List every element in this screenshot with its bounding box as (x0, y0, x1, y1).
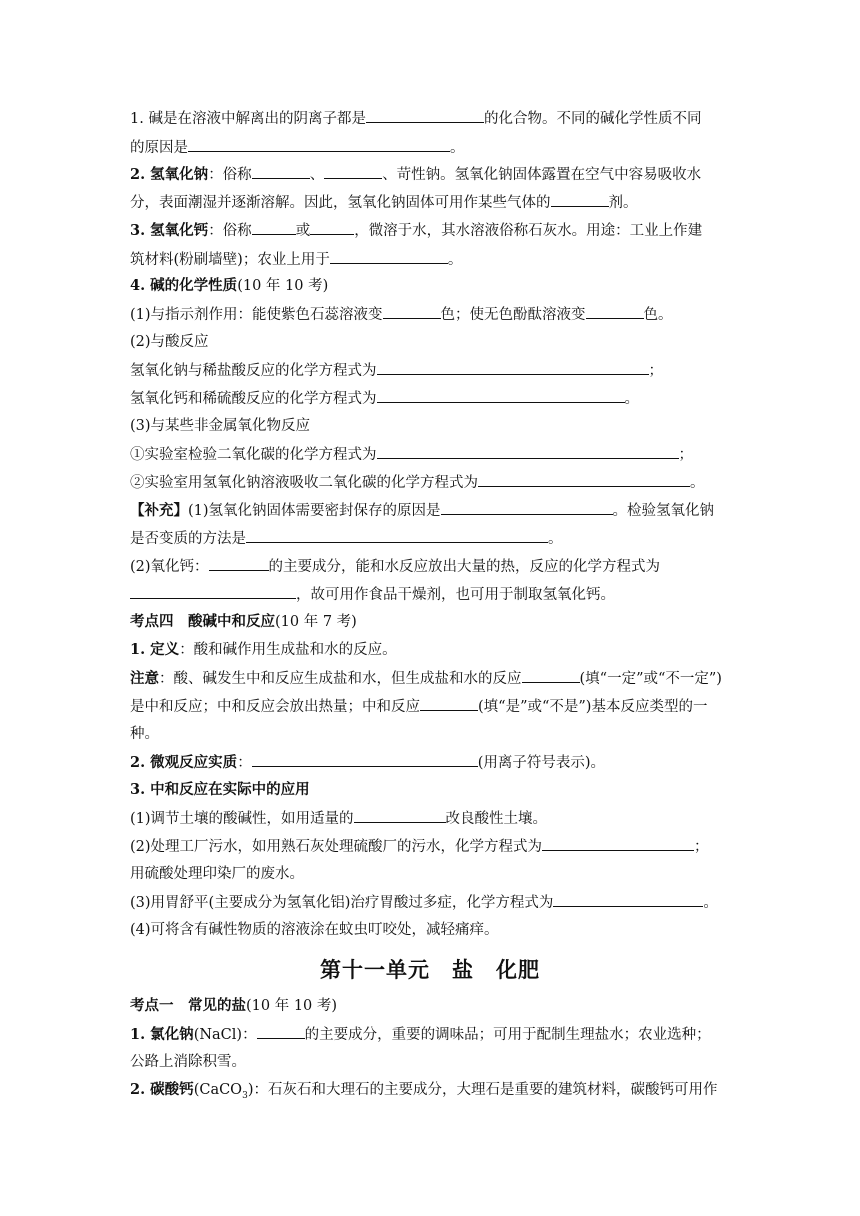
text-segment: (用离子符号表示)。 (477, 755, 606, 771)
text-segment: 。 (548, 531, 563, 547)
text-segment: ：俗称 (208, 223, 252, 239)
text-line (130, 220, 730, 241)
item-heading: 3. 氢氧化钙 (130, 222, 209, 239)
text-segment: ，微溶于水，其水溶液俗称石灰水。用途：工业上作建 (354, 223, 703, 239)
fill-blank (542, 836, 694, 851)
text-segment: (填“是”或“不是”)基本反应类型的一 (478, 699, 708, 715)
text-segment: 分，表面潮湿并逐渐溶解。因此，氢氧化钠固体可用作某些气体的 (130, 195, 551, 211)
text-line (130, 304, 730, 325)
text-line (130, 444, 730, 465)
text-segment: (1)氢氧化钠固体需要密封保存的原因是 (188, 503, 441, 519)
text-segment: 改良酸性土壤。 (445, 811, 548, 827)
fill-blank (441, 500, 613, 515)
fill-blank (324, 164, 382, 179)
text-line (130, 892, 730, 913)
text-segment: ) (247, 1082, 254, 1098)
text-segment: ： (237, 755, 252, 771)
fill-blank (130, 584, 296, 599)
text-line (130, 528, 730, 549)
text-line (130, 137, 730, 158)
text-segment: (2)处理工厂污水，如用熟石灰处理硫酸厂的污水，化学方程式为 (130, 839, 543, 855)
text-line (130, 332, 730, 352)
text-line (130, 192, 730, 213)
text-segment: 是否变质的方法是 (130, 531, 246, 547)
item-heading: 2. 碳酸钙 (130, 1081, 194, 1098)
text-line (130, 164, 730, 185)
text-line (130, 836, 730, 857)
text-segment: (2)氧化钙： (130, 559, 209, 575)
text-segment: (3)与某些非金属氧化物反应 (130, 418, 311, 434)
text-segment: ，故可用作食品干燥剂，也可用于制取氢氧化钙。 (296, 587, 615, 603)
fill-blank (252, 752, 478, 767)
section-heading: 考点一 常见的盐 (130, 997, 246, 1014)
text-segment: (2)与酸反应 (130, 334, 209, 350)
fill-blank (383, 304, 441, 319)
text-line (130, 668, 730, 689)
item-heading: 2. 微观反应实质 (130, 754, 238, 771)
text-segment: (CaCO (193, 1082, 243, 1098)
fill-blank (478, 472, 690, 487)
text-line (130, 780, 730, 800)
text-segment: ：酸和碱作用生成盐和水的反应。 (179, 642, 397, 658)
text-line (130, 612, 730, 632)
text-segment: 。检验氢氧化钠 (612, 503, 715, 519)
item-heading: 【补充】 (130, 502, 188, 519)
item-heading: 4. 碱的化学性质 (130, 277, 238, 294)
text-line (130, 416, 730, 436)
text-segment: (4)可将含有碱性物质的溶液涂在蚊虫叮咬处，减轻痛痒。 (130, 922, 499, 938)
fill-blank (377, 388, 625, 403)
text-line (130, 500, 730, 521)
subscript: 3 (242, 1090, 248, 1101)
text-line (130, 556, 730, 577)
text-segment: 色。 (643, 307, 673, 323)
item-heading: 2. 氢氧化钠 (130, 166, 209, 183)
text-segment: 。 (624, 391, 639, 407)
text-segment: 1. 碱是在溶液中解离出的阴离子都是 (130, 111, 366, 127)
text-segment: 。 (690, 475, 705, 491)
text-line (130, 1080, 730, 1106)
item-heading: 注意 (130, 670, 159, 687)
fill-blank (586, 304, 644, 319)
text-line (130, 696, 730, 717)
text-line (130, 249, 730, 270)
text-segment: 种。 (130, 726, 159, 742)
text-segment: 色；使无色酚酞溶液变 (440, 307, 586, 323)
text-line (130, 360, 730, 381)
text-segment: 、苛性钠。氢氧化钠固体露置在空气中容易吸收水 (382, 167, 702, 183)
text-segment: ①实验室检验二氧化碳的化学方程式为 (130, 447, 377, 463)
text-line (130, 808, 730, 829)
fill-blank (354, 808, 446, 823)
text-segment: (1)调节土壤的酸碱性，如用适量的 (130, 811, 354, 827)
text-line (130, 996, 730, 1016)
text-line (130, 640, 730, 660)
text-segment: ； (694, 839, 709, 855)
chapter-title: 第十一单元 盐 化肥 (320, 957, 540, 982)
fill-blank (188, 137, 450, 152)
text-segment: (10 年 7 考) (275, 614, 357, 630)
text-segment: (10 年 10 考) (237, 278, 329, 294)
section-heading: 考点四 酸碱中和反应 (130, 613, 275, 630)
text-segment: (3)用胃舒平(主要成分为氢氧化铝)治疗胃酸过多症，化学方程式为 (130, 895, 554, 911)
text-segment: 的原因是 (130, 140, 188, 156)
fill-blank (420, 696, 478, 711)
text-segment: 公路上消除积雪。 (130, 1054, 246, 1070)
text-segment: ：俗称 (208, 167, 252, 183)
fill-blank (377, 444, 679, 459)
text-segment: 的主要成分，能和水反应放出大量的热，反应的化学方程式为 (268, 559, 661, 575)
fill-blank (553, 892, 703, 907)
text-segment: ： (242, 1027, 257, 1043)
text-segment: 的化合物。不同的碱化学性质不同 (483, 111, 702, 127)
item-heading: 3. 中和反应在实际中的应用 (130, 781, 310, 798)
fill-blank (310, 220, 354, 235)
item-heading: 1. 定义 (130, 641, 180, 658)
text-segment: 剂。 (608, 195, 638, 211)
text-line (130, 472, 730, 493)
text-segment: 氢氧化钠与稀盐酸反应的化学方程式为 (130, 363, 377, 379)
fill-blank (209, 556, 269, 571)
text-line (130, 752, 730, 773)
text-segment: (1)与指示剂作用：能使紫色石蕊溶液变 (130, 307, 383, 323)
text-line (130, 724, 730, 744)
text-line (130, 1024, 730, 1045)
text-segment: (NaCl) (193, 1027, 243, 1043)
item-heading: 1. 氯化钠 (130, 1026, 194, 1043)
text-line (130, 276, 730, 296)
fill-blank (366, 108, 484, 123)
text-segment: 氢氧化钙和稀硫酸反应的化学方程式为 (130, 391, 377, 407)
fill-blank (522, 668, 580, 683)
text-segment: ：酸、碱发生中和反应生成盐和水，但生成盐和水的反应 (159, 671, 522, 687)
text-segment: 的主要成分，重要的调味品；可用于配制生理盐水；农业选种； (304, 1027, 711, 1043)
text-segment: (填“一定”或“不一定”) (579, 671, 722, 687)
fill-blank (252, 164, 310, 179)
fill-blank (377, 360, 649, 375)
fill-blank (246, 528, 548, 543)
text-segment: 、 (309, 167, 325, 183)
text-line (130, 388, 730, 409)
text-line (130, 1052, 730, 1072)
fill-blank (252, 220, 296, 235)
text-segment: ； (678, 447, 693, 463)
text-segment: 或 (295, 223, 311, 239)
text-line (130, 108, 730, 129)
text-line (130, 584, 730, 605)
text-segment: ②实验室用氢氧化钠溶液吸收二氧化碳的化学方程式为 (130, 475, 478, 491)
text-segment: (10 年 10 考) (246, 998, 338, 1014)
text-segment: 。 (450, 140, 465, 156)
text-line (130, 920, 730, 940)
text-segment: 是中和反应；中和反应会放出热量；中和反应 (130, 699, 420, 715)
text-segment: 用硫酸处理印染厂的废水。 (130, 866, 304, 882)
fill-blank (330, 249, 448, 264)
fill-blank (551, 192, 609, 207)
text-segment: 。 (447, 252, 463, 268)
text-segment: 。 (703, 895, 718, 911)
text-segment: 筑材料(粉刷墙壁)；农业上用于 (130, 252, 330, 268)
text-line (130, 864, 730, 884)
text-segment: ：石灰石和大理石的主要成分，大理石是重要的建筑材料，碳酸钙可用作 (253, 1082, 718, 1098)
fill-blank (257, 1024, 305, 1039)
text-segment: ； (648, 363, 663, 379)
